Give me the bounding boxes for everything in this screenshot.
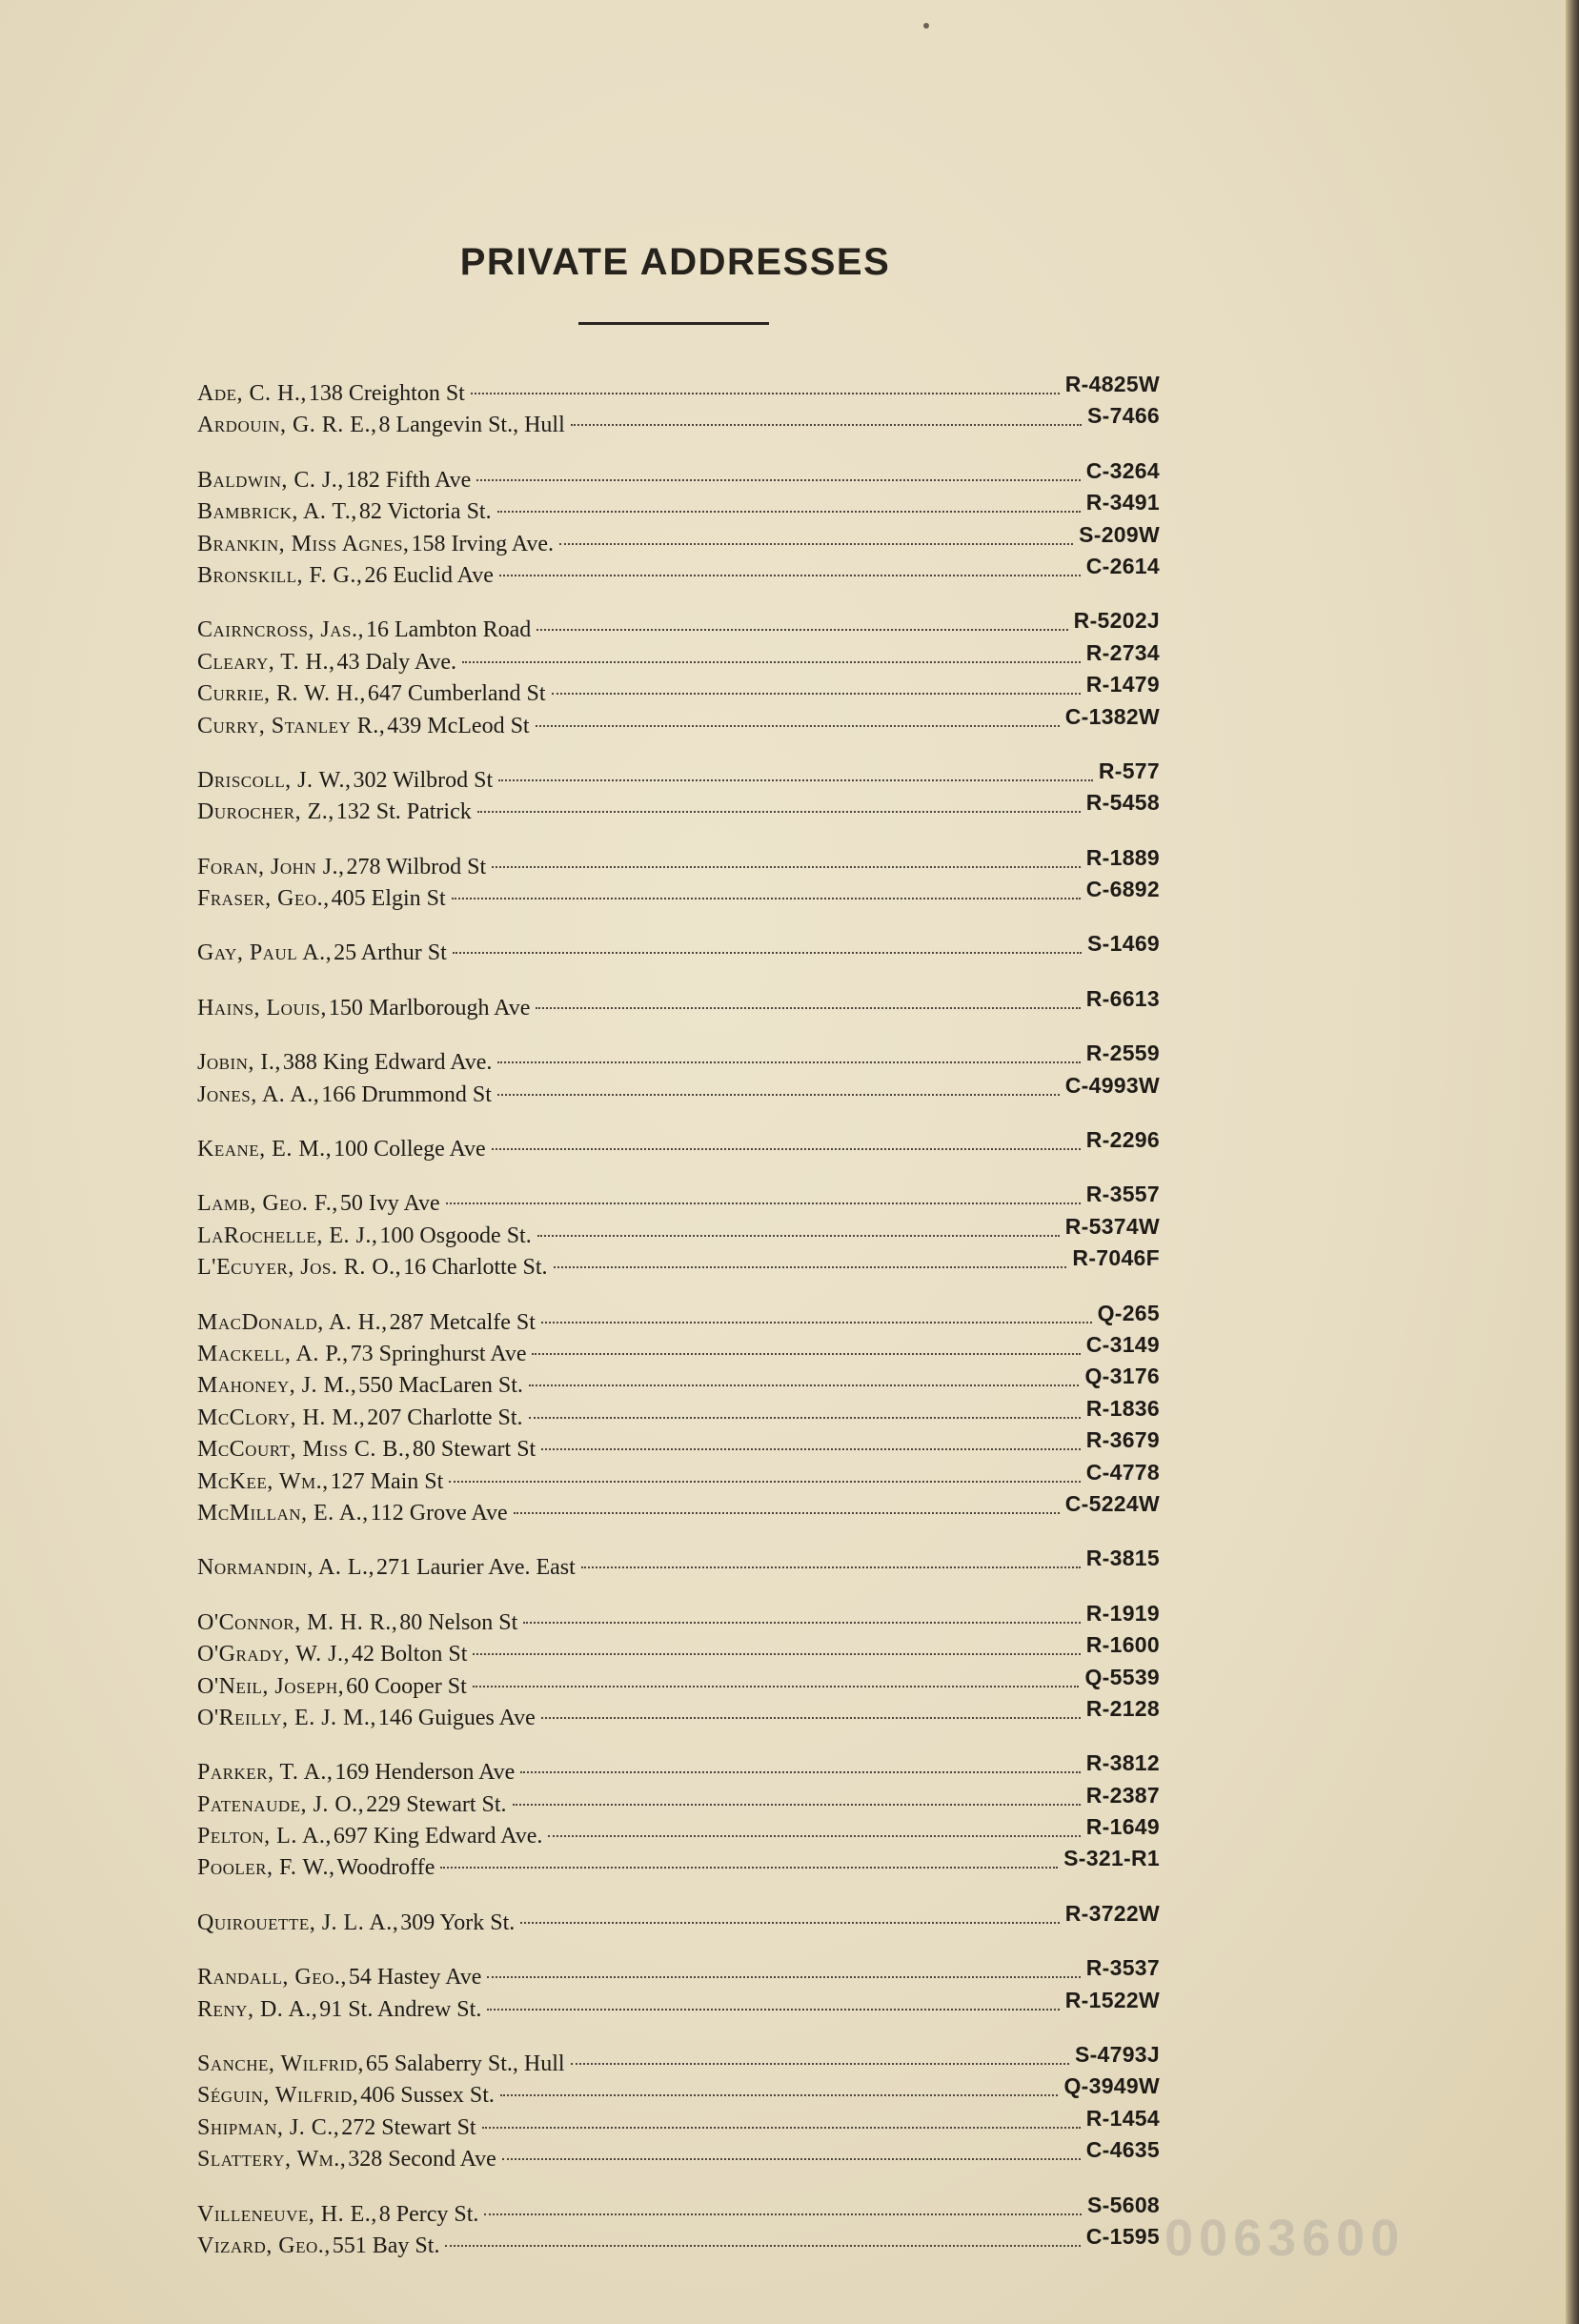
title-rule	[578, 322, 769, 325]
phone-number: R-3812	[1085, 1750, 1160, 1776]
address-entry	[197, 403, 1160, 440]
person-name: Mahoney, J. M.,	[197, 1373, 357, 1399]
person-name: Foran, John J.,	[197, 854, 345, 879]
dot-leader	[529, 1416, 1081, 1419]
phone-number: R-1479	[1085, 672, 1160, 697]
person-name: Normandin, A. L.,	[197, 1555, 375, 1581]
person-name: Séguin, Wilfrid,	[197, 2083, 359, 2109]
dot-leader	[536, 628, 1067, 631]
address-entry	[197, 1900, 1160, 1938]
address-entry	[197, 985, 1160, 1023]
person-name: Ardouin, G. R. E.,	[197, 413, 377, 438]
phone-number: S-321-R1	[1063, 1846, 1160, 1871]
binding-edge	[1566, 0, 1579, 2324]
person-name: McClory, H. M.,	[197, 1405, 366, 1430]
phone-number: R-577	[1098, 758, 1160, 783]
person-name: Vizard, Geo.,	[197, 2233, 331, 2258]
phone-number: R-2296	[1085, 1127, 1160, 1153]
dot-leader	[554, 1265, 1067, 1268]
dot-leader	[536, 724, 1060, 727]
dot-leader	[532, 1352, 1080, 1355]
street-address: 65 Salaberry St., Hull	[365, 2051, 565, 2077]
dot-leader	[497, 510, 1081, 513]
dot-leader	[541, 1716, 1081, 1719]
address-entry	[197, 1664, 1160, 1702]
address-entry	[197, 1695, 1160, 1733]
street-address: 8 Langevin St., Hull	[378, 413, 565, 438]
address-entry	[197, 1546, 1160, 1583]
archive-stamp: 0063600	[1164, 2210, 1406, 2267]
entry-group	[197, 1300, 1160, 1529]
phone-number: R-2734	[1085, 639, 1160, 665]
phone-number: C-4778	[1085, 1459, 1160, 1485]
dot-leader	[520, 1921, 1059, 1924]
person-name: MacDonald, A. H.,	[197, 1309, 388, 1335]
dot-leader	[559, 542, 1073, 545]
dot-leader	[487, 1975, 1080, 1978]
dot-leader	[536, 1006, 1080, 1009]
person-name: Lamb, Geo. F.,	[197, 1191, 338, 1217]
street-address: 54 Hastey Ave	[348, 1965, 482, 1991]
address-entry	[197, 1490, 1160, 1528]
street-address: 388 King Edward Ave.	[282, 1050, 493, 1076]
dot-leader	[497, 1093, 1060, 1096]
address-entry	[197, 1395, 1160, 1433]
phone-number: R-2559	[1085, 1041, 1160, 1066]
phone-number: Q-265	[1097, 1300, 1160, 1325]
dot-leader	[477, 810, 1081, 813]
address-entry	[197, 1955, 1160, 1992]
dot-leader	[500, 2093, 1059, 2096]
dot-leader	[445, 2244, 1080, 2247]
person-name: Cleary, T. H.,	[197, 649, 335, 675]
address-entry	[197, 2192, 1160, 2230]
person-name: Mackell, A. P.,	[197, 1341, 349, 1366]
phone-number: R-1649	[1085, 1814, 1160, 1840]
person-name: Fraser, Geo.,	[197, 886, 330, 912]
person-name: L'Ecuyer, Jos. R. O.,	[197, 1255, 402, 1281]
dot-leader	[499, 574, 1081, 576]
street-address: 146 Guigues Ave	[377, 1705, 536, 1730]
dot-leader	[471, 392, 1060, 394]
street-address: 229 Stewart St.	[366, 1791, 507, 1817]
dot-leader	[541, 1447, 1081, 1450]
address-entry	[197, 672, 1160, 709]
dot-leader	[502, 2157, 1081, 2160]
entry-group	[197, 2042, 1160, 2175]
dot-leader	[529, 1384, 1080, 1386]
address-entry	[197, 1182, 1160, 1219]
entry-group	[197, 608, 1160, 741]
entry-group	[197, 2192, 1160, 2262]
phone-number: S-5608	[1087, 2192, 1160, 2217]
address-entry	[197, 1846, 1160, 1883]
street-address: 647 Cumberland St	[367, 681, 546, 707]
dot-leader	[548, 1834, 1080, 1837]
address-entry	[197, 639, 1160, 677]
phone-number: S-1469	[1087, 931, 1160, 957]
person-name: Randall, Geo.,	[197, 1965, 347, 1991]
street-address: 182 Fifth Ave	[345, 467, 472, 493]
street-address: 405 Elgin St	[331, 886, 446, 912]
phone-number: R-3815	[1085, 1546, 1160, 1571]
dot-leader	[462, 660, 1081, 663]
street-address: 272 Stewart St	[341, 2114, 476, 2140]
street-address: 166 Drummond St	[321, 1081, 492, 1107]
person-name: Villeneuve, H. E.,	[197, 2201, 377, 2227]
phone-number: R-1889	[1085, 844, 1160, 870]
address-entry	[197, 1300, 1160, 1338]
address-entry	[197, 1782, 1160, 1820]
phone-number: R-5374W	[1064, 1213, 1160, 1239]
phone-number: R-2128	[1085, 1695, 1160, 1721]
dot-leader	[484, 2213, 1082, 2215]
person-name: McCourt, Miss C. B.,	[197, 1437, 411, 1463]
phone-number: R-3557	[1085, 1182, 1160, 1207]
street-address: 406 Sussex St.	[360, 2083, 495, 2109]
street-address: 82 Victoria St.	[358, 499, 492, 525]
person-name: Baldwin, C. J.,	[197, 467, 344, 493]
dot-leader	[513, 1803, 1081, 1806]
street-address: 112 Grove Ave	[370, 1500, 508, 1526]
street-address: 278 Wilbrod St	[346, 854, 487, 879]
address-entry	[197, 490, 1160, 527]
dot-leader	[498, 778, 1093, 781]
person-name: LaRochelle, E. J.,	[197, 1223, 378, 1248]
dot-leader	[473, 1652, 1080, 1655]
phone-number: R-4825W	[1064, 372, 1160, 396]
person-name: O'Neil, Joseph,	[197, 1673, 345, 1699]
address-entry	[197, 1127, 1160, 1164]
address-entry	[197, 1245, 1160, 1283]
person-name: O'Grady, W. J.,	[197, 1642, 351, 1667]
entry-group	[197, 1127, 1160, 1164]
address-entry	[197, 608, 1160, 645]
person-name: Durocher, Z.,	[197, 799, 334, 825]
street-address: Woodroffe	[336, 1855, 435, 1881]
address-entry	[197, 844, 1160, 882]
person-name: Patenaude, J. O.,	[197, 1791, 365, 1817]
entry-group	[197, 1750, 1160, 1884]
address-entry	[197, 703, 1160, 741]
person-name: Shipman, J. C.,	[197, 2114, 340, 2140]
dot-leader	[523, 1621, 1080, 1624]
phone-number: S-209W	[1079, 521, 1160, 547]
dot-leader	[492, 1147, 1081, 1150]
person-name: Parker, T. A.,	[197, 1760, 334, 1786]
person-name: McKee, Wm.,	[197, 1468, 329, 1494]
address-entry	[197, 2105, 1160, 2143]
entry-group	[197, 1955, 1160, 2025]
street-address: 207 Charlotte St.	[367, 1405, 523, 1430]
address-entry	[197, 1041, 1160, 1078]
entry-group	[197, 1041, 1160, 1110]
street-address: 8 Percy St.	[378, 2201, 479, 2227]
phone-number: R-3722W	[1064, 1900, 1160, 1926]
street-address: 25 Arthur St	[334, 940, 447, 966]
address-entry	[197, 1750, 1160, 1788]
address-list	[197, 372, 1160, 2284]
entry-group	[197, 457, 1160, 592]
address-entry	[197, 2223, 1160, 2261]
address-entry	[197, 1213, 1160, 1251]
person-name: Currie, R. W. H.,	[197, 681, 366, 707]
street-address: 16 Lambton Road	[366, 617, 532, 643]
address-entry	[197, 1814, 1160, 1851]
person-name: Bambrick, A. T.,	[197, 499, 357, 525]
phone-number: R-1600	[1085, 1632, 1160, 1658]
phone-number: R-3491	[1085, 490, 1160, 515]
phone-number: C-1595	[1085, 2223, 1160, 2249]
entry-group	[197, 1546, 1160, 1583]
street-address: 80 Nelson St	[399, 1609, 518, 1635]
entry-group	[197, 1182, 1160, 1283]
address-entry	[197, 1364, 1160, 1401]
phone-number: R-7046F	[1072, 1245, 1160, 1271]
street-address: 60 Cooper St	[346, 1673, 467, 1699]
person-name: Gay, Paul A.,	[197, 940, 333, 966]
phone-number: R-5458	[1085, 790, 1160, 816]
street-address: 50 Ivy Ave	[339, 1191, 440, 1217]
dot-leader	[482, 2126, 1081, 2129]
street-address: 16 Charlotte St.	[403, 1255, 548, 1281]
dot-leader	[487, 2008, 1059, 2011]
person-name: Curry, Stanley R.,	[197, 713, 386, 738]
ink-dot	[923, 23, 929, 29]
person-name: Keane, E. M.,	[197, 1137, 333, 1162]
entry-group	[197, 1900, 1160, 1938]
street-address: 158 Irving Ave.	[411, 531, 554, 556]
street-address: 551 Bay St.	[332, 2233, 440, 2258]
dot-leader	[541, 1321, 1092, 1324]
phone-number: C-3264	[1085, 457, 1160, 483]
phone-number: R-1454	[1085, 2105, 1160, 2131]
phone-number: R-2387	[1085, 1782, 1160, 1808]
person-name: Reny, D. A.,	[197, 1996, 318, 2022]
address-entry	[197, 1987, 1160, 2025]
dot-leader	[449, 1480, 1080, 1483]
phone-number: R-6613	[1085, 985, 1160, 1011]
dot-leader	[453, 951, 1082, 954]
dot-leader	[537, 1234, 1060, 1237]
phone-number: C-1382W	[1064, 703, 1160, 729]
street-address: 138 Creighton St	[308, 381, 465, 406]
phone-number: R-5202J	[1073, 608, 1160, 634]
address-entry	[197, 877, 1160, 914]
phone-number: Q-5539	[1084, 1664, 1160, 1689]
dot-leader	[492, 865, 1081, 868]
person-name: Jobin, I.,	[197, 1050, 281, 1076]
person-name: Quirouette, J. L. A.,	[197, 1910, 399, 1935]
street-address: 100 College Ave	[334, 1137, 486, 1162]
person-name: Pelton, L. A.,	[197, 1824, 332, 1849]
street-address: 132 St. Patrick	[335, 799, 472, 825]
address-entry	[197, 1427, 1160, 1465]
dot-leader	[571, 2062, 1069, 2065]
person-name: Driscoll, J. W.,	[197, 767, 352, 793]
address-entry	[197, 2073, 1160, 2111]
page-title: PRIVATE ADDRESSES	[459, 241, 891, 283]
phone-number: Q-3949W	[1063, 2073, 1160, 2099]
entry-group	[197, 844, 1160, 915]
dot-leader	[452, 897, 1081, 899]
street-address: 697 King Edward Ave.	[333, 1824, 543, 1849]
dot-leader	[514, 1511, 1060, 1514]
person-name: Pooler, F. W.,	[197, 1855, 335, 1881]
street-address: 43 Daly Ave.	[336, 649, 457, 675]
street-address: 309 York St.	[400, 1910, 516, 1935]
street-address: 302 Wilbrod St	[353, 767, 494, 793]
dot-leader	[552, 692, 1081, 695]
phone-number: R-1836	[1085, 1395, 1160, 1421]
street-address: 169 Henderson Ave	[334, 1760, 516, 1786]
address-entry	[197, 553, 1160, 591]
address-entry	[197, 457, 1160, 495]
street-address: 26 Euclid Ave	[364, 562, 494, 588]
street-address: 127 Main St	[330, 1468, 444, 1494]
person-name: O'Connor, M. H. R.,	[197, 1609, 398, 1635]
dot-leader	[440, 1866, 1058, 1869]
street-address: 42 Bolton St	[352, 1642, 468, 1667]
street-address: 287 Metcalfe St	[389, 1309, 536, 1335]
phone-number: C-5224W	[1064, 1490, 1160, 1516]
person-name: Ade, C. H.,	[197, 381, 307, 406]
person-name: Bronskill, F. G.,	[197, 562, 363, 588]
person-name: O'Reilly, E. J. M.,	[197, 1705, 376, 1730]
person-name: Slattery, Wm.,	[197, 2147, 347, 2172]
dot-leader	[497, 1061, 1080, 1063]
dot-leader	[446, 1202, 1081, 1204]
address-entry	[197, 372, 1160, 409]
address-entry	[197, 790, 1160, 827]
dot-leader	[520, 1770, 1080, 1773]
dot-leader	[473, 1685, 1080, 1687]
street-address: 100 Osgoode St.	[379, 1223, 532, 1248]
street-address: 550 MacLaren St.	[358, 1373, 523, 1399]
address-entry	[197, 1331, 1160, 1369]
street-address: 150 Marlborough Ave	[328, 995, 531, 1021]
address-entry	[197, 1632, 1160, 1669]
street-address: 439 McLeod St	[387, 713, 530, 738]
entry-group	[197, 758, 1160, 828]
street-address: 73 Springhurst Ave	[350, 1341, 527, 1366]
phone-number: C-3149	[1085, 1331, 1160, 1357]
address-entry	[197, 931, 1160, 968]
phone-number: R-3537	[1085, 1955, 1160, 1981]
phone-number: S-4793J	[1074, 2042, 1160, 2068]
person-name: Cairncross, Jas.,	[197, 617, 364, 643]
street-address: 80 Stewart St	[412, 1437, 536, 1463]
phone-number: S-7466	[1087, 403, 1160, 429]
address-entry	[197, 521, 1160, 559]
person-name: McMillan, E. A.,	[197, 1500, 369, 1526]
entry-group	[197, 985, 1160, 1023]
address-entry	[197, 1600, 1160, 1638]
person-name: Jones, A. A.,	[197, 1081, 320, 1107]
dot-leader	[571, 423, 1082, 426]
entry-group	[197, 372, 1160, 441]
phone-number: C-6892	[1085, 877, 1160, 902]
person-name: Sanche, Wilfrid,	[197, 2051, 364, 2077]
dot-leader	[476, 478, 1080, 481]
phone-number: C-4635	[1085, 2137, 1160, 2163]
phone-number: R-1522W	[1064, 1987, 1160, 2012]
address-entry	[197, 2137, 1160, 2174]
address-entry	[197, 1459, 1160, 1497]
phone-number: Q-3176	[1084, 1364, 1160, 1389]
phone-number: R-1919	[1085, 1600, 1160, 1626]
entry-group	[197, 1600, 1160, 1734]
phone-number: C-4993W	[1064, 1072, 1160, 1098]
entry-group	[197, 931, 1160, 968]
dot-leader	[581, 1566, 1081, 1568]
street-address: 271 Laurier Ave. East	[376, 1555, 576, 1581]
address-entry	[197, 1072, 1160, 1110]
street-address: 91 St. Andrew St.	[319, 1996, 482, 2022]
address-entry	[197, 758, 1160, 796]
person-name: Hains, Louis,	[197, 995, 327, 1021]
phone-number: R-3679	[1085, 1427, 1160, 1453]
phone-number: C-2614	[1085, 553, 1160, 578]
person-name: Brankin, Miss Agnes,	[197, 531, 410, 556]
address-entry	[197, 2042, 1160, 2079]
street-address: 328 Second Ave	[348, 2147, 496, 2172]
